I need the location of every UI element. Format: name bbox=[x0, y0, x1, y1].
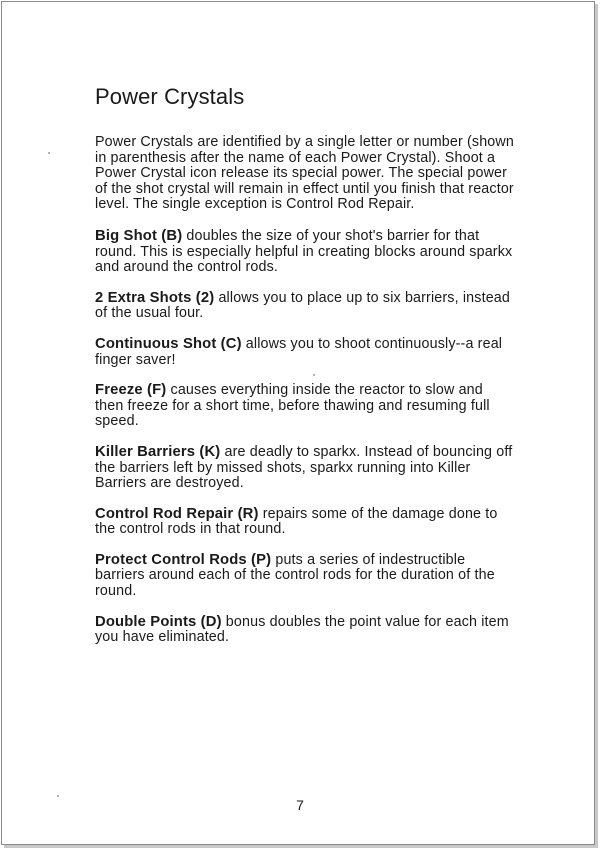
crystal-name: Big Shot (B) bbox=[95, 227, 183, 244]
crystal-entry-continuous-shot bbox=[95, 337, 515, 368]
crystal-name: Control Rod Repair (R) bbox=[95, 505, 259, 522]
crystal-name: Double Points (D) bbox=[95, 613, 222, 630]
crystal-description: causes everything inside the reactor to slow and then freeze for a short time, before thawing and resuming full speed. bbox=[95, 382, 490, 430]
crystal-entry-freeze bbox=[95, 383, 515, 430]
crystal-entry-killer-barriers bbox=[95, 445, 515, 492]
crystal-description: allows you to place up to six barriers, instead of the usual four. bbox=[95, 289, 510, 322]
crystal-name: Freeze (F) bbox=[95, 382, 167, 399]
crystal-description: doubles the size of your shot's barrier for that round. This is especially helpful in creating blocks around sparkx and around the control rods. bbox=[95, 227, 513, 276]
crystal-name: Killer Barriers (K) bbox=[95, 443, 221, 460]
crystal-description: are deadly to sparkx. Instead of bouncing off the barriers left by missed shots, sparkx running into Killer Barriers are destroyed. bbox=[95, 443, 513, 492]
scan-speck bbox=[48, 152, 50, 154]
crystal-entry-double-points bbox=[95, 615, 515, 646]
crystal-entry-control-rod-repair bbox=[95, 507, 515, 538]
crystal-entry-extra-shots bbox=[95, 291, 515, 322]
crystal-description: repairs some of the damage done to the control rods in that round. bbox=[95, 505, 498, 538]
scan-speck bbox=[313, 374, 315, 376]
crystal-description: allows you to shoot continuously--a real finger saver! bbox=[95, 335, 503, 368]
page-content bbox=[95, 84, 515, 661]
crystal-name: Continuous Shot (C) bbox=[95, 335, 242, 352]
page-title: Power Crystals bbox=[95, 84, 245, 109]
intro-paragraph: Power Crystals are identified by a single letter or number (shown in parenthesis after the name of each Power Crystal). Shoot a Power Crystal icon release its special power. The special power of the shot crystal will remain in effect until you finish that reactor level. The single exception is Control Rod Repair. bbox=[95, 134, 514, 213]
crystal-description: bonus doubles the point value for each item you have eliminated. bbox=[95, 613, 509, 646]
crystal-name: 2 Extra Shots (2) bbox=[95, 289, 215, 306]
crystal-entry-big-shot bbox=[95, 229, 515, 276]
crystal-description: puts a series of indestructible barriers around each of the control rods for the duration of the round. bbox=[95, 551, 495, 600]
page-number: 7 bbox=[296, 797, 304, 813]
scan-speck bbox=[57, 795, 59, 797]
crystal-name: Protect Control Rods (P) bbox=[95, 551, 272, 568]
crystal-entry-protect-control-rods bbox=[95, 553, 515, 600]
